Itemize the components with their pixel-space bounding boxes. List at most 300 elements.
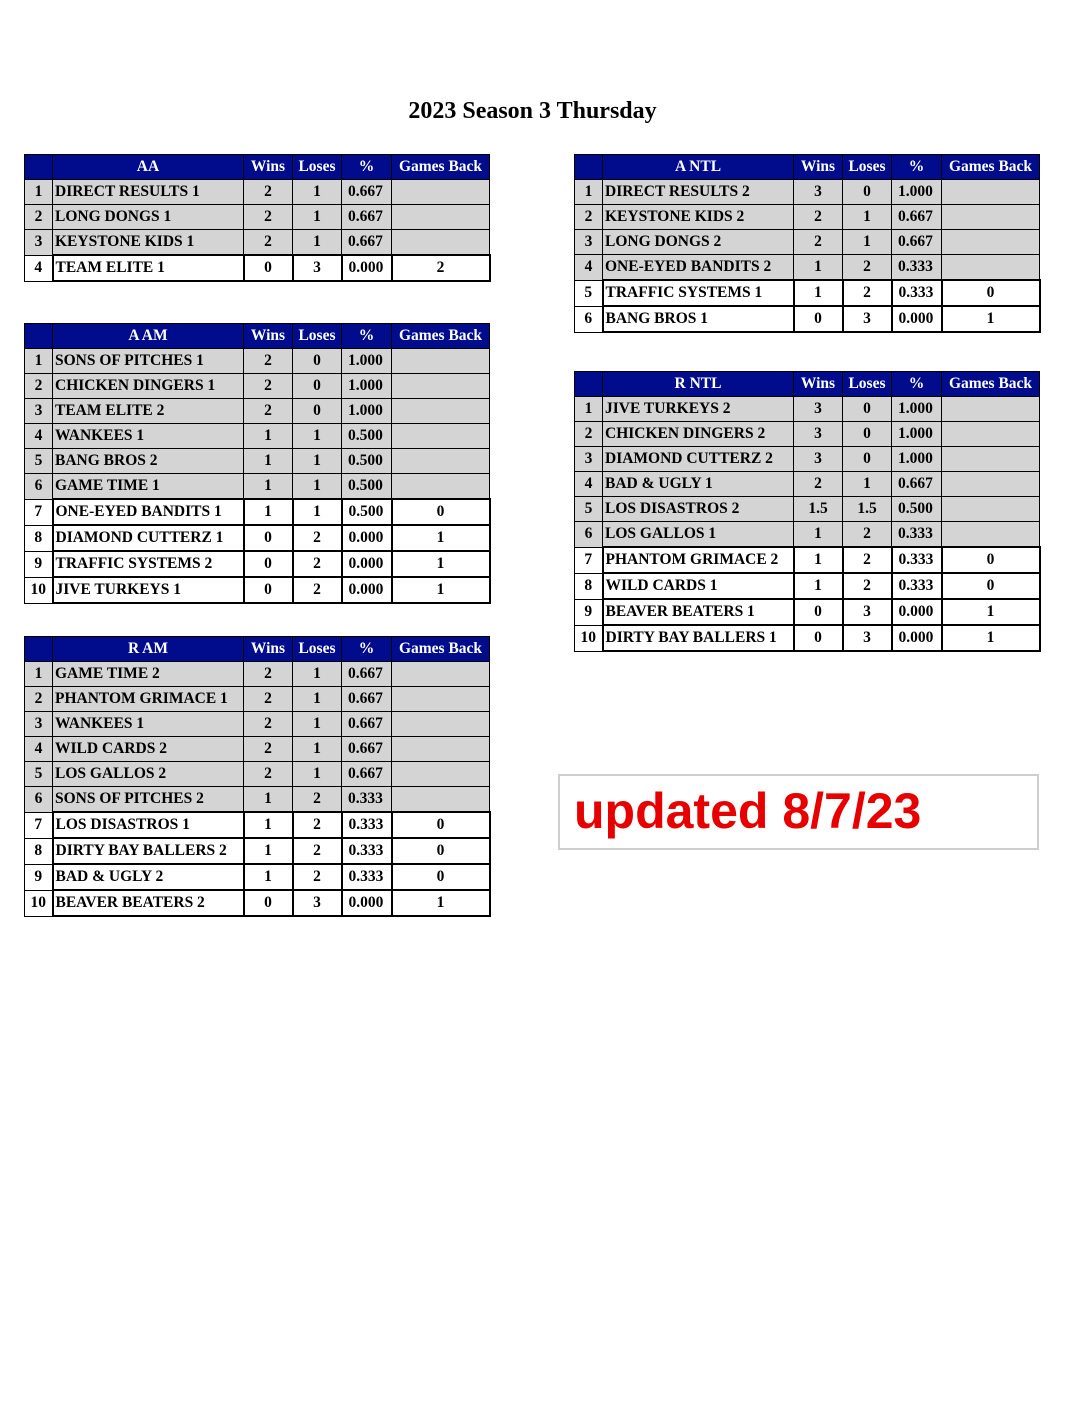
rank-cell: 9 <box>575 599 603 625</box>
header-games-back: Games Back <box>392 324 490 349</box>
rank-cell: 7 <box>25 812 53 838</box>
table-header-row <box>575 372 1040 397</box>
games-back-cell: 0 <box>942 280 1040 306</box>
wins-cell: 2 <box>244 712 293 737</box>
games-back-cell <box>392 712 490 737</box>
table-row <box>25 812 490 838</box>
wins-cell: 0 <box>244 255 293 281</box>
pct-cell: 0.000 <box>342 255 392 281</box>
header-loses: Loses <box>843 372 892 397</box>
rank-cell: 1 <box>25 349 53 374</box>
loses-cell: 2 <box>293 864 342 890</box>
pct-cell: 0.500 <box>342 474 392 500</box>
team-cell: DIAMOND CUTTERZ 2 <box>603 447 794 472</box>
table-row <box>575 522 1040 548</box>
games-back-cell: 1 <box>942 625 1040 651</box>
games-back-cell <box>942 230 1040 255</box>
table-row <box>25 349 490 374</box>
rank-cell: 3 <box>575 230 603 255</box>
table-row <box>25 890 490 916</box>
updated-notice <box>558 774 1039 850</box>
table-header-row <box>575 155 1040 180</box>
loses-cell: 2 <box>293 577 342 603</box>
wins-cell: 0 <box>794 306 843 332</box>
team-cell: BANG BROS 2 <box>53 449 244 474</box>
loses-cell: 1 <box>293 499 342 525</box>
table-row <box>575 280 1040 306</box>
pct-cell: 0.500 <box>342 499 392 525</box>
pct-cell: 0.667 <box>892 205 942 230</box>
loses-cell: 1 <box>293 712 342 737</box>
games-back-cell <box>942 522 1040 548</box>
header-rank <box>575 155 603 180</box>
team-cell: TRAFFIC SYSTEMS 1 <box>603 280 794 306</box>
pct-cell: 0.333 <box>342 838 392 864</box>
rank-cell: 7 <box>25 499 53 525</box>
loses-cell: 2 <box>843 547 892 573</box>
table-row <box>25 762 490 787</box>
table-row <box>25 787 490 813</box>
table-row <box>25 838 490 864</box>
pct-cell: 0.000 <box>342 525 392 551</box>
wins-cell: 2 <box>244 180 293 205</box>
wins-cell: 1 <box>244 787 293 813</box>
team-cell: DIRTY BAY BALLERS 2 <box>53 838 244 864</box>
wins-cell: 0 <box>794 625 843 651</box>
team-cell: SONS OF PITCHES 1 <box>53 349 244 374</box>
table-row <box>575 625 1040 651</box>
rank-cell: 8 <box>25 838 53 864</box>
loses-cell: 0 <box>843 397 892 422</box>
pct-cell: 0.000 <box>892 599 942 625</box>
pct-cell: 0.333 <box>892 280 942 306</box>
loses-cell: 1 <box>293 474 342 500</box>
wins-cell: 2 <box>244 349 293 374</box>
table-row <box>25 374 490 399</box>
header-loses: Loses <box>293 324 342 349</box>
wins-cell: 0 <box>244 577 293 603</box>
header-games-back: Games Back <box>392 637 490 662</box>
rank-cell: 4 <box>25 424 53 449</box>
games-back-cell: 1 <box>942 306 1040 332</box>
games-back-cell: 0 <box>392 864 490 890</box>
pct-cell: 1.000 <box>342 349 392 374</box>
table-header-row <box>25 155 490 180</box>
team-cell: SONS OF PITCHES 2 <box>53 787 244 813</box>
rank-cell: 10 <box>25 890 53 916</box>
pct-cell: 0.333 <box>342 812 392 838</box>
table-row <box>575 547 1040 573</box>
loses-cell: 0 <box>843 180 892 205</box>
header-games-back: Games Back <box>392 155 490 180</box>
table-row <box>25 424 490 449</box>
pct-cell: 0.000 <box>892 625 942 651</box>
team-cell: JIVE TURKEYS 1 <box>53 577 244 603</box>
games-back-cell <box>392 737 490 762</box>
pct-cell: 0.000 <box>342 551 392 577</box>
rank-cell: 4 <box>575 255 603 281</box>
rank-cell: 5 <box>575 280 603 306</box>
wins-cell: 1 <box>794 280 843 306</box>
wins-cell: 2 <box>244 374 293 399</box>
table-row <box>25 662 490 687</box>
header-loses: Loses <box>843 155 892 180</box>
rank-cell: 2 <box>575 205 603 230</box>
rank-cell: 3 <box>25 399 53 424</box>
header-division: A AM <box>53 324 244 349</box>
rank-cell: 2 <box>25 205 53 230</box>
team-cell: LOS GALLOS 1 <box>603 522 794 548</box>
games-back-cell: 0 <box>392 499 490 525</box>
standings-table-r-ntl <box>574 371 1041 652</box>
games-back-cell <box>942 255 1040 281</box>
loses-cell: 1 <box>293 424 342 449</box>
standings-table-aa <box>24 154 491 282</box>
team-cell: KEYSTONE KIDS 1 <box>53 230 244 256</box>
table-row <box>575 180 1040 205</box>
rank-cell: 8 <box>575 573 603 599</box>
rank-cell: 9 <box>25 551 53 577</box>
loses-cell: 3 <box>843 599 892 625</box>
games-back-cell <box>392 662 490 687</box>
loses-cell: 0 <box>293 349 342 374</box>
loses-cell: 1 <box>293 762 342 787</box>
pct-cell: 0.333 <box>892 573 942 599</box>
pct-cell: 0.667 <box>342 662 392 687</box>
rank-cell: 10 <box>575 625 603 651</box>
team-cell: CHICKEN DINGERS 2 <box>603 422 794 447</box>
pct-cell: 0.667 <box>342 712 392 737</box>
header-pct: % <box>342 155 392 180</box>
table-row <box>575 573 1040 599</box>
rank-cell: 3 <box>25 230 53 256</box>
games-back-cell: 0 <box>942 573 1040 599</box>
loses-cell: 1 <box>293 230 342 256</box>
header-wins: Wins <box>794 155 843 180</box>
loses-cell: 3 <box>843 306 892 332</box>
table-row <box>575 497 1040 522</box>
wins-cell: 2 <box>244 662 293 687</box>
table-row <box>575 306 1040 332</box>
rank-cell: 7 <box>575 547 603 573</box>
loses-cell: 0 <box>843 422 892 447</box>
team-cell: WILD CARDS 2 <box>53 737 244 762</box>
rank-cell: 2 <box>25 374 53 399</box>
header-rank <box>25 155 53 180</box>
games-back-cell <box>392 205 490 230</box>
rank-cell: 5 <box>575 497 603 522</box>
rank-cell: 2 <box>575 422 603 447</box>
table-row <box>575 205 1040 230</box>
wins-cell: 1 <box>794 573 843 599</box>
wins-cell: 1.5 <box>794 497 843 522</box>
games-back-cell <box>392 787 490 813</box>
pct-cell: 1.000 <box>892 180 942 205</box>
pct-cell: 0.500 <box>342 449 392 474</box>
table-row <box>25 687 490 712</box>
wins-cell: 1 <box>794 547 843 573</box>
rank-cell: 1 <box>25 180 53 205</box>
loses-cell: 1 <box>843 205 892 230</box>
wins-cell: 1 <box>244 499 293 525</box>
games-back-cell <box>942 205 1040 230</box>
wins-cell: 3 <box>794 180 843 205</box>
pct-cell: 0.667 <box>342 687 392 712</box>
games-back-cell <box>392 374 490 399</box>
wins-cell: 1 <box>244 474 293 500</box>
header-loses: Loses <box>293 637 342 662</box>
team-cell: DIAMOND CUTTERZ 1 <box>53 525 244 551</box>
team-cell: GAME TIME 2 <box>53 662 244 687</box>
table-row <box>25 180 490 205</box>
loses-cell: 1 <box>843 472 892 497</box>
rank-cell: 6 <box>575 306 603 332</box>
team-cell: BEAVER BEATERS 1 <box>603 599 794 625</box>
rank-cell: 4 <box>25 737 53 762</box>
team-cell: CHICKEN DINGERS 1 <box>53 374 244 399</box>
table-row <box>575 255 1040 281</box>
wins-cell: 0 <box>794 599 843 625</box>
rank-cell: 1 <box>575 397 603 422</box>
pct-cell: 0.333 <box>892 547 942 573</box>
team-cell: ONE-EYED BANDITS 1 <box>53 499 244 525</box>
rank-cell: 10 <box>25 577 53 603</box>
header-pct: % <box>892 155 942 180</box>
standings-table-r-am <box>24 636 491 917</box>
loses-cell: 1 <box>843 230 892 255</box>
header-wins: Wins <box>244 155 293 180</box>
team-cell: JIVE TURKEYS 2 <box>603 397 794 422</box>
games-back-cell <box>942 447 1040 472</box>
table-header-row <box>25 324 490 349</box>
header-pct: % <box>342 637 392 662</box>
pct-cell: 1.000 <box>892 422 942 447</box>
team-cell: GAME TIME 1 <box>53 474 244 500</box>
loses-cell: 2 <box>843 255 892 281</box>
games-back-cell: 1 <box>942 599 1040 625</box>
table-row <box>25 499 490 525</box>
wins-cell: 1 <box>244 812 293 838</box>
pct-cell: 0.333 <box>892 255 942 281</box>
team-cell: LONG DONGS 1 <box>53 205 244 230</box>
team-cell: WANKEES 1 <box>53 712 244 737</box>
table-row <box>575 422 1040 447</box>
loses-cell: 2 <box>293 787 342 813</box>
rank-cell: 4 <box>25 255 53 281</box>
games-back-cell <box>392 449 490 474</box>
pct-cell: 0.333 <box>342 787 392 813</box>
loses-cell: 1 <box>293 180 342 205</box>
loses-cell: 2 <box>293 551 342 577</box>
wins-cell: 0 <box>244 551 293 577</box>
team-cell: DIRTY BAY BALLERS 1 <box>603 625 794 651</box>
loses-cell: 0 <box>293 399 342 424</box>
team-cell: PHANTOM GRIMACE 2 <box>603 547 794 573</box>
team-cell: BAD & UGLY 2 <box>53 864 244 890</box>
wins-cell: 2 <box>244 205 293 230</box>
table-row <box>25 864 490 890</box>
rank-cell: 6 <box>575 522 603 548</box>
loses-cell: 1 <box>293 737 342 762</box>
games-back-cell <box>942 497 1040 522</box>
games-back-cell: 1 <box>392 525 490 551</box>
games-back-cell <box>942 422 1040 447</box>
games-back-cell <box>392 180 490 205</box>
header-rank <box>575 372 603 397</box>
games-back-cell <box>942 180 1040 205</box>
header-division: AA <box>53 155 244 180</box>
games-back-cell <box>392 399 490 424</box>
games-back-cell: 2 <box>392 255 490 281</box>
team-cell: TEAM ELITE 1 <box>53 255 244 281</box>
wins-cell: 1 <box>244 449 293 474</box>
rank-cell: 5 <box>25 449 53 474</box>
pct-cell: 0.667 <box>342 737 392 762</box>
games-back-cell <box>942 397 1040 422</box>
header-division: R NTL <box>603 372 794 397</box>
loses-cell: 1 <box>293 687 342 712</box>
pct-cell: 0.667 <box>892 230 942 255</box>
table-row <box>25 449 490 474</box>
team-cell: BAD & UGLY 1 <box>603 472 794 497</box>
pct-cell: 1.000 <box>892 397 942 422</box>
pct-cell: 1.000 <box>342 374 392 399</box>
wins-cell: 1 <box>244 424 293 449</box>
pct-cell: 0.667 <box>342 230 392 256</box>
wins-cell: 0 <box>244 525 293 551</box>
wins-cell: 1 <box>794 255 843 281</box>
loses-cell: 0 <box>843 447 892 472</box>
rank-cell: 1 <box>25 662 53 687</box>
table-row <box>575 447 1040 472</box>
table-row <box>575 599 1040 625</box>
header-division: A NTL <box>603 155 794 180</box>
games-back-cell <box>392 349 490 374</box>
pct-cell: 0.000 <box>342 577 392 603</box>
wins-cell: 1 <box>244 838 293 864</box>
loses-cell: 2 <box>843 573 892 599</box>
loses-cell: 2 <box>843 522 892 548</box>
header-pct: % <box>892 372 942 397</box>
pct-cell: 1.000 <box>342 399 392 424</box>
team-cell: DIRECT RESULTS 1 <box>53 180 244 205</box>
updated-date: updated 8/7/23 <box>574 783 922 839</box>
rank-cell: 5 <box>25 762 53 787</box>
loses-cell: 2 <box>293 525 342 551</box>
loses-cell: 3 <box>293 890 342 916</box>
games-back-cell: 1 <box>392 890 490 916</box>
table-row <box>25 712 490 737</box>
pct-cell: 0.000 <box>892 306 942 332</box>
team-cell: LOS DISASTROS 2 <box>603 497 794 522</box>
loses-cell: 0 <box>293 374 342 399</box>
wins-cell: 2 <box>794 472 843 497</box>
header-games-back: Games Back <box>942 155 1040 180</box>
games-back-cell: 0 <box>942 547 1040 573</box>
wins-cell: 3 <box>794 447 843 472</box>
header-games-back: Games Back <box>942 372 1040 397</box>
rank-cell: 1 <box>575 180 603 205</box>
games-back-cell: 1 <box>392 551 490 577</box>
rank-cell: 6 <box>25 787 53 813</box>
header-division: R AM <box>53 637 244 662</box>
rank-cell: 3 <box>575 447 603 472</box>
rank-cell: 4 <box>575 472 603 497</box>
wins-cell: 1 <box>794 522 843 548</box>
rank-cell: 6 <box>25 474 53 500</box>
table-header-row <box>25 637 490 662</box>
table-row <box>25 551 490 577</box>
table-row <box>575 472 1040 497</box>
team-cell: BEAVER BEATERS 2 <box>53 890 244 916</box>
table-row <box>25 255 490 281</box>
header-loses: Loses <box>293 155 342 180</box>
loses-cell: 2 <box>293 838 342 864</box>
team-cell: LOS DISASTROS 1 <box>53 812 244 838</box>
loses-cell: 3 <box>843 625 892 651</box>
games-back-cell: 0 <box>392 838 490 864</box>
team-cell: WILD CARDS 1 <box>603 573 794 599</box>
table-row <box>25 205 490 230</box>
games-back-cell <box>942 472 1040 497</box>
header-wins: Wins <box>244 324 293 349</box>
header-rank <box>25 637 53 662</box>
pct-cell: 0.333 <box>892 522 942 548</box>
header-pct: % <box>342 324 392 349</box>
team-cell: BANG BROS 1 <box>603 306 794 332</box>
games-back-cell <box>392 762 490 787</box>
games-back-cell: 0 <box>392 812 490 838</box>
pct-cell: 0.333 <box>342 864 392 890</box>
table-row <box>575 230 1040 255</box>
wins-cell: 3 <box>794 397 843 422</box>
games-back-cell <box>392 230 490 256</box>
table-row <box>25 474 490 500</box>
team-cell: TEAM ELITE 2 <box>53 399 244 424</box>
games-back-cell: 1 <box>392 577 490 603</box>
games-back-cell <box>392 474 490 500</box>
standings-table-a-am <box>24 323 491 604</box>
team-cell: LONG DONGS 2 <box>603 230 794 255</box>
wins-cell: 2 <box>244 762 293 787</box>
pct-cell: 0.667 <box>892 472 942 497</box>
rank-cell: 3 <box>25 712 53 737</box>
wins-cell: 2 <box>794 230 843 255</box>
rank-cell: 8 <box>25 525 53 551</box>
page-title: 2023 Season 3 Thursday <box>408 98 657 124</box>
table-row <box>25 230 490 256</box>
wins-cell: 2 <box>794 205 843 230</box>
loses-cell: 2 <box>843 280 892 306</box>
team-cell: TRAFFIC SYSTEMS 2 <box>53 551 244 577</box>
games-back-cell <box>392 424 490 449</box>
wins-cell: 0 <box>244 890 293 916</box>
games-back-cell <box>392 687 490 712</box>
rank-cell: 9 <box>25 864 53 890</box>
table-row <box>575 397 1040 422</box>
pct-cell: 0.500 <box>892 497 942 522</box>
header-wins: Wins <box>244 637 293 662</box>
table-row <box>25 737 490 762</box>
pct-cell: 0.667 <box>342 180 392 205</box>
loses-cell: 1.5 <box>843 497 892 522</box>
team-cell: WANKEES 1 <box>53 424 244 449</box>
pct-cell: 0.500 <box>342 424 392 449</box>
table-row <box>25 577 490 603</box>
wins-cell: 2 <box>244 687 293 712</box>
header-wins: Wins <box>794 372 843 397</box>
wins-cell: 2 <box>244 230 293 256</box>
